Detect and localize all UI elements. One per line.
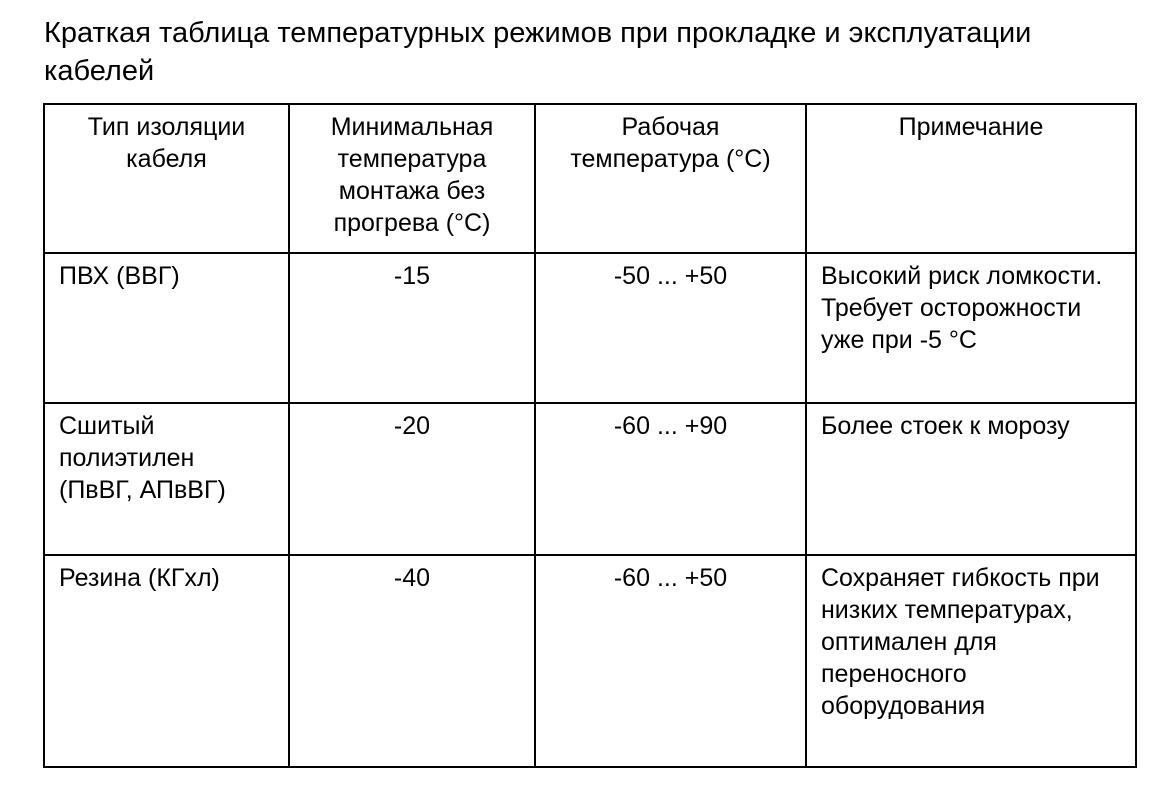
table-row xyxy=(44,555,1136,767)
table-row xyxy=(44,403,1136,555)
cell-min-install-temp: -40 xyxy=(289,555,535,767)
cell-insulation-type: Сшитый полиэтилен (ПвВГ, АПвВГ) xyxy=(44,403,289,555)
table-header-row xyxy=(44,104,1136,253)
cell-operating-temp: -60 ... +50 xyxy=(535,555,806,767)
page-title: Краткая таблица температурных режимов при прокладке и эксплуатации кабелей xyxy=(44,17,1032,87)
cell-insulation-type: ПВХ (ВВГ) xyxy=(44,253,289,403)
cell-insulation-type: Резина (КГхл) xyxy=(44,555,289,767)
cell-min-install-temp: -20 xyxy=(289,403,535,555)
cell-min-install-temp: -15 xyxy=(289,253,535,403)
header-operating-temp: Рабочая температура (°C) xyxy=(535,104,806,253)
cell-operating-temp: -60 ... +90 xyxy=(535,403,806,555)
cell-note: Более стоек к морозу xyxy=(806,403,1136,555)
cell-operating-temp: -50 ... +50 xyxy=(535,253,806,403)
table-row xyxy=(44,253,1136,403)
header-note: Примечание xyxy=(806,104,1136,253)
temperature-table xyxy=(43,103,1137,768)
cell-note: Сохраняет гибкость при низких температурах, оптимален для переносного оборудования xyxy=(806,555,1136,767)
header-min-install-temp: Минимальная температура монтажа без прогрева (°C) xyxy=(289,104,535,253)
cell-note: Высокий риск ломкости. Требует осторожности уже при -5 °C xyxy=(806,253,1136,403)
header-insulation-type: Тип изоляции кабеля xyxy=(44,104,289,253)
